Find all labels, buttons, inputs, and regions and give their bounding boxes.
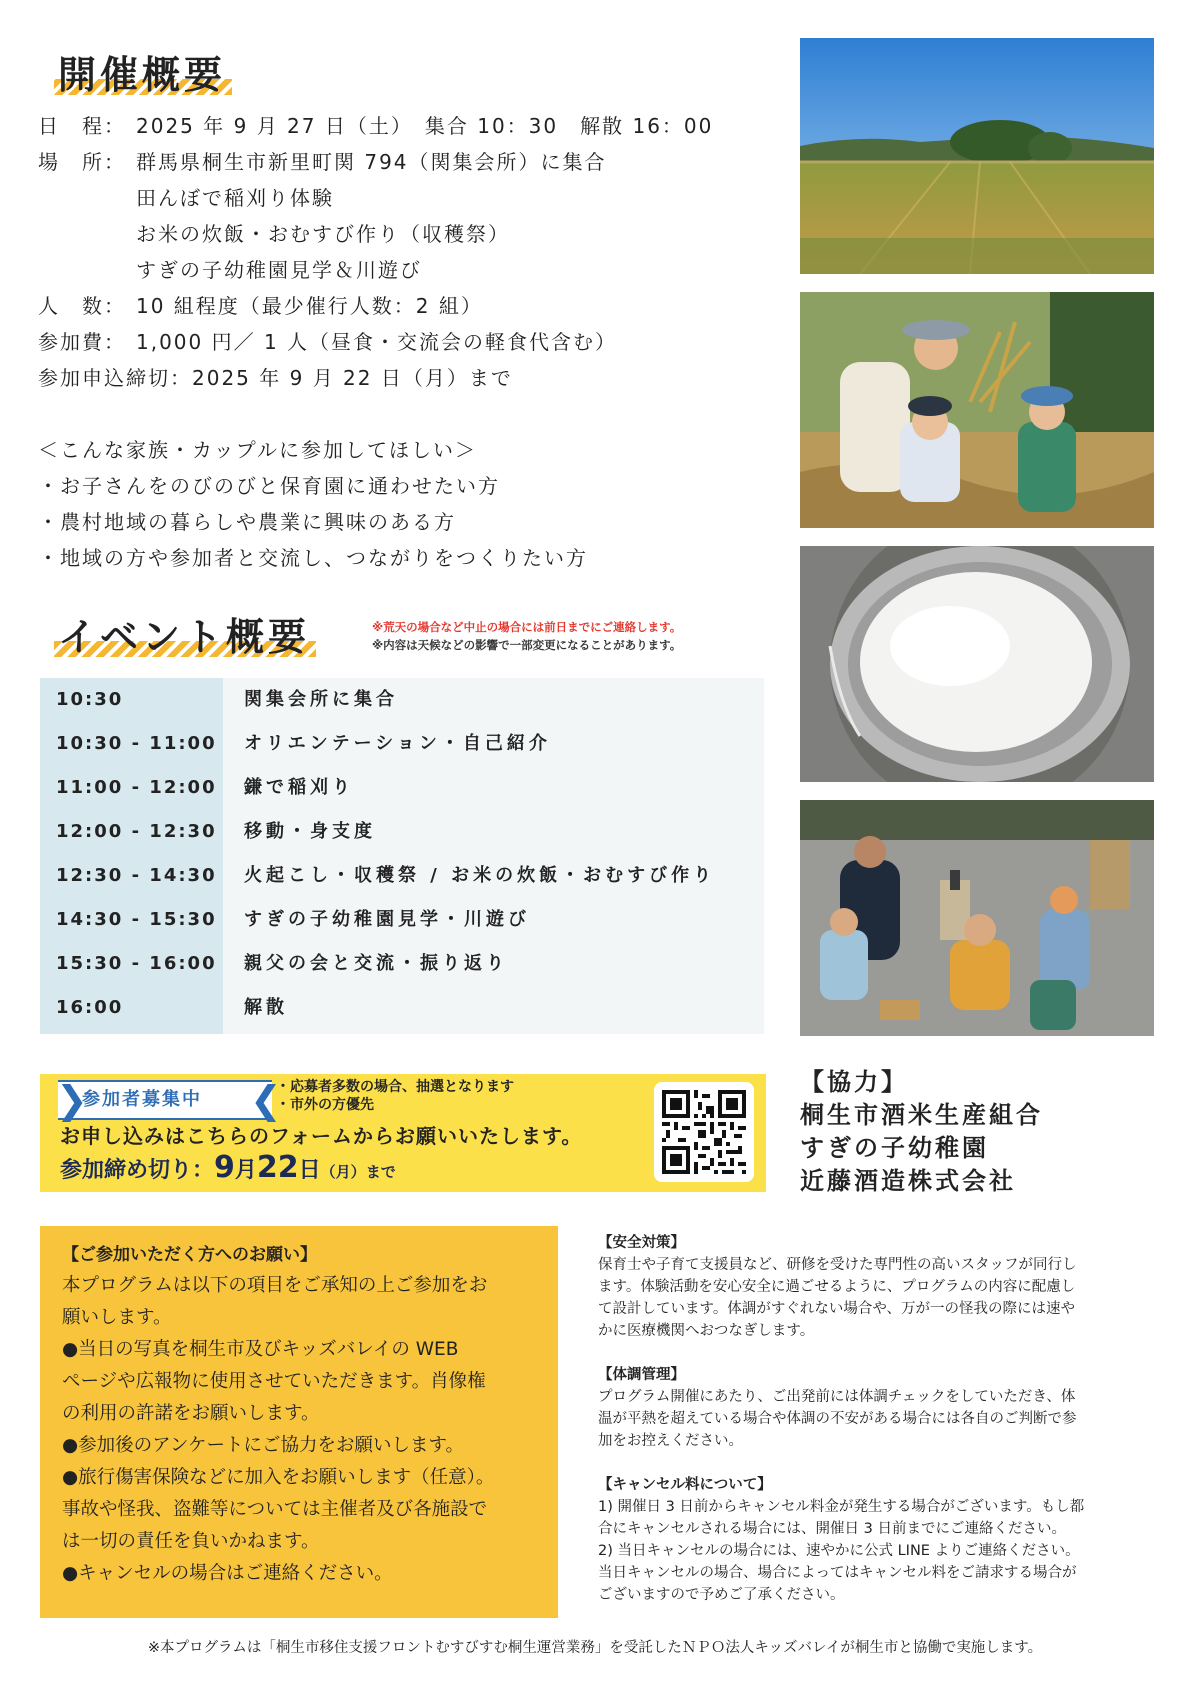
- recruit-bullets: [276, 1078, 514, 1114]
- qr-code-icon: [662, 1090, 746, 1174]
- schedule-row: [40, 986, 764, 1030]
- safety-measures: [598, 1232, 1158, 1342]
- health-management: [598, 1364, 1158, 1452]
- overview-heading: [58, 44, 226, 99]
- schedule-time: 12:30 - 14:30: [56, 865, 217, 886]
- cooperation-org: 近藤酒造株式会社: [800, 1167, 1016, 1195]
- application-deadline: [60, 1150, 396, 1185]
- policy-line: 加をお控えください。: [598, 1433, 743, 1449]
- recruiting-badge-text: 参加者募集中: [82, 1089, 202, 1110]
- deadline-month: 9: [214, 1150, 235, 1185]
- request-line: ●当日の写真を桐生市及びキッズバレイの WEB: [62, 1339, 459, 1360]
- schedule-activity: オリエンテーション・自己紹介: [244, 733, 551, 754]
- policy-line: 2) 当日キャンセルの場合には、速やかに公式 LINE よりご連絡ください。: [598, 1543, 1080, 1559]
- families-item: ・お子さんをのびのびと保育園に通わせたい方: [38, 474, 500, 498]
- cooperation: [800, 1066, 1043, 1198]
- schedule-table: [40, 678, 764, 1034]
- schedule-activity: 火起こし・収穫祭 / お米の炊飯・おむすび作り: [244, 865, 716, 886]
- request-title: 【ご参加いただく方へのお願い】: [62, 1245, 317, 1265]
- policy-line: て設計しています。体調がすぐれない場合や、万が一の怪我の際には速や: [598, 1301, 1076, 1317]
- event-notes: [372, 618, 681, 654]
- rice-field-photo: [800, 38, 1154, 274]
- people-value: 10 組程度（最少催行人数：2 組）: [136, 294, 483, 318]
- harvest-family-image: [800, 292, 1154, 528]
- schedule-time: 11:00 - 12:00: [56, 777, 217, 798]
- families-item: ・地域の方や参加者と交流し、つながりをつくりたい方: [38, 546, 588, 570]
- cooperation-org: すぎの子幼稚園: [800, 1134, 989, 1162]
- cancellation-fee: [598, 1474, 1158, 1606]
- fee-row: [38, 324, 758, 360]
- recruit-banner: [40, 1074, 766, 1192]
- schedule-row: [40, 766, 764, 810]
- policy-line: 1) 開催日 3 日前からキャンセル料金が発生する場合がございます。もし都: [598, 1499, 1085, 1515]
- schedule-activity: 関集会所に集合: [244, 689, 398, 710]
- date-value: 2025 年 9 月 27 日（土） 集合 10：30 解散 16：00: [136, 114, 714, 138]
- rice-field-image: [800, 38, 1154, 274]
- recruit-bullet: ・市外の方優先: [276, 1097, 374, 1113]
- schedule-row: [40, 810, 764, 854]
- deadline-text: 参加申込締切：2025 年 9 月 22 日（月）まで: [38, 366, 513, 390]
- recruit-bullet: ・応募者多数の場合、抽選となります: [276, 1079, 514, 1095]
- deadline-prefix: 参加締め切り：: [60, 1158, 215, 1183]
- place-line: 田んぼで稲刈り体験: [136, 186, 334, 210]
- participant-requests: [40, 1226, 558, 1618]
- request-line: ページや広報物に使用させていただきます。肖像権: [62, 1371, 486, 1392]
- policies: [598, 1232, 1158, 1628]
- date-label: 日 程：: [38, 114, 126, 138]
- schedule-activity: すぎの子幼稚園見学・川遊び: [244, 909, 530, 930]
- policy-line: プログラム開催にあたり、ご出発前には体調チェックをしていただき、体: [598, 1389, 1076, 1405]
- place-line: すぎの子幼稚園見学＆川遊び: [136, 258, 422, 282]
- policy-line: 当日キャンセルの場合、場合によってはキャンセル料をご請求する場合が: [598, 1565, 1077, 1581]
- schedule-time: 15:30 - 16:00: [56, 953, 217, 974]
- policy-line: 保育士や子育て支援員など、研修を受けた専門性の高いスタッフが同行し: [598, 1257, 1077, 1273]
- schedule-time: 10:30: [56, 689, 124, 710]
- request-line: の利用の許諾をお願いします。: [62, 1403, 320, 1424]
- deadline-weekday: （月）: [320, 1163, 366, 1181]
- cooking-children-photo: [800, 800, 1154, 1036]
- day-unit: 日: [298, 1158, 321, 1183]
- place-line: お米の炊飯・おむすび作り（収穫祭）: [136, 222, 510, 246]
- schedule-activity: 鎌で稲刈り: [244, 777, 354, 798]
- schedule-row: [40, 898, 764, 942]
- schedule-row: [40, 722, 764, 766]
- harvest-family-photo: [800, 292, 1154, 528]
- policy-title: 【安全対策】: [598, 1235, 685, 1251]
- request-line: 本プログラムは以下の項目をご承知の上ご参加をお: [62, 1275, 488, 1296]
- footer-note: ※本プログラムは「桐生市移住支援フロントむすびすむ桐生運営業務」を受託したＮＰＯ法人キッズバレイが桐生市と協働で実施します。: [147, 1640, 1043, 1656]
- policy-line: 温が平熱を超えている場合や体調の不安がある場合には各自のご判断で参: [598, 1411, 1077, 1427]
- deadline-suffix: まで: [365, 1163, 396, 1181]
- schedule-time: 16:00: [56, 997, 124, 1018]
- chevron-right-icon: ❯: [56, 1078, 88, 1122]
- request-line: ●参加後のアンケートにご協力をお願いします。: [62, 1435, 465, 1456]
- policy-line: ございますので予めご了承ください。: [598, 1587, 845, 1603]
- schedule-activity: 親父の会と交流・振り返り: [244, 953, 508, 974]
- place-row: [38, 144, 758, 180]
- schedule-activity: 移動・身支度: [244, 821, 376, 842]
- families-title: ＜こんな家族・カップルに参加してほしい＞: [38, 438, 477, 462]
- schedule-time: 12:00 - 12:30: [56, 821, 217, 842]
- policy-line: ます。体験活動を安心安全に過ごせるように、プログラムの内容に配慮し: [598, 1279, 1076, 1295]
- rice-pot-photo: [800, 546, 1154, 782]
- deadline-day: 22: [256, 1150, 299, 1185]
- request-line: は一切の責任を負いかねます。: [62, 1531, 320, 1552]
- month-unit: 月: [234, 1158, 257, 1183]
- schedule-activity: 解散: [244, 997, 288, 1018]
- qr-code[interactable]: [654, 1082, 754, 1182]
- overview-details: [38, 108, 758, 396]
- people-row: [38, 288, 758, 324]
- cooking-children-image: [800, 800, 1154, 1036]
- policy-title: 【体調管理】: [598, 1367, 685, 1383]
- fee-value: 1,000 円／ 1 人（昼食・交流会の軽食代含む）: [136, 330, 618, 354]
- cooperation-org: 桐生市酒米生産組合: [800, 1101, 1043, 1129]
- place-value: 群馬県桐生市新里町関 794（関集会所）に集合: [136, 150, 607, 174]
- deadline-row: [38, 360, 758, 396]
- schedule-row: [40, 854, 764, 898]
- policy-line: かに医療機関へおつなぎします。: [598, 1323, 815, 1339]
- fee-label: 参加費：: [38, 330, 126, 354]
- apply-instructions: お申し込みはこちらのフォームからお願いいたします。: [60, 1124, 583, 1148]
- cancel-note: ※荒天の場合など中止の場合には前日までにご連絡します。: [372, 620, 682, 634]
- people-label: 人 数：: [38, 294, 126, 318]
- request-line: ●キャンセルの場合はご連絡ください。: [62, 1563, 393, 1584]
- target-families: [38, 432, 758, 576]
- request-line: ●旅行傷害保険などに加入をお願いします（任意）。: [62, 1467, 495, 1488]
- policy-title: 【キャンセル料について】: [598, 1477, 772, 1493]
- request-line: 事故や怪我、盗難等については主催者及び各施設で: [62, 1499, 488, 1520]
- cooperation-title: 【協力】: [800, 1068, 908, 1096]
- chevron-left-icon: ❮: [250, 1078, 282, 1122]
- schedule-row: [40, 678, 764, 722]
- change-note: ※内容は天候などの影響で一部変更になることがあります。: [372, 638, 682, 652]
- place-label: 場 所：: [38, 150, 126, 174]
- overview-heading-text: 開催概要: [58, 53, 227, 97]
- rice-pot-image: [800, 546, 1154, 782]
- request-line: 願いします。: [62, 1307, 172, 1328]
- schedule-row: [40, 942, 764, 986]
- schedule-time: 14:30 - 15:30: [56, 909, 217, 930]
- event-heading-text: イベント概要: [58, 615, 311, 659]
- schedule-time: 10:30 - 11:00: [56, 733, 217, 754]
- policy-line: 合にキャンセルされる場合には、開催日 3 日前までにご連絡ください。: [598, 1521, 1066, 1537]
- recruiting-badge: [56, 1078, 282, 1122]
- families-item: ・農村地域の暮らしや農業に興味のある方: [38, 510, 456, 534]
- event-heading: [58, 606, 310, 661]
- date-row: [38, 108, 758, 144]
